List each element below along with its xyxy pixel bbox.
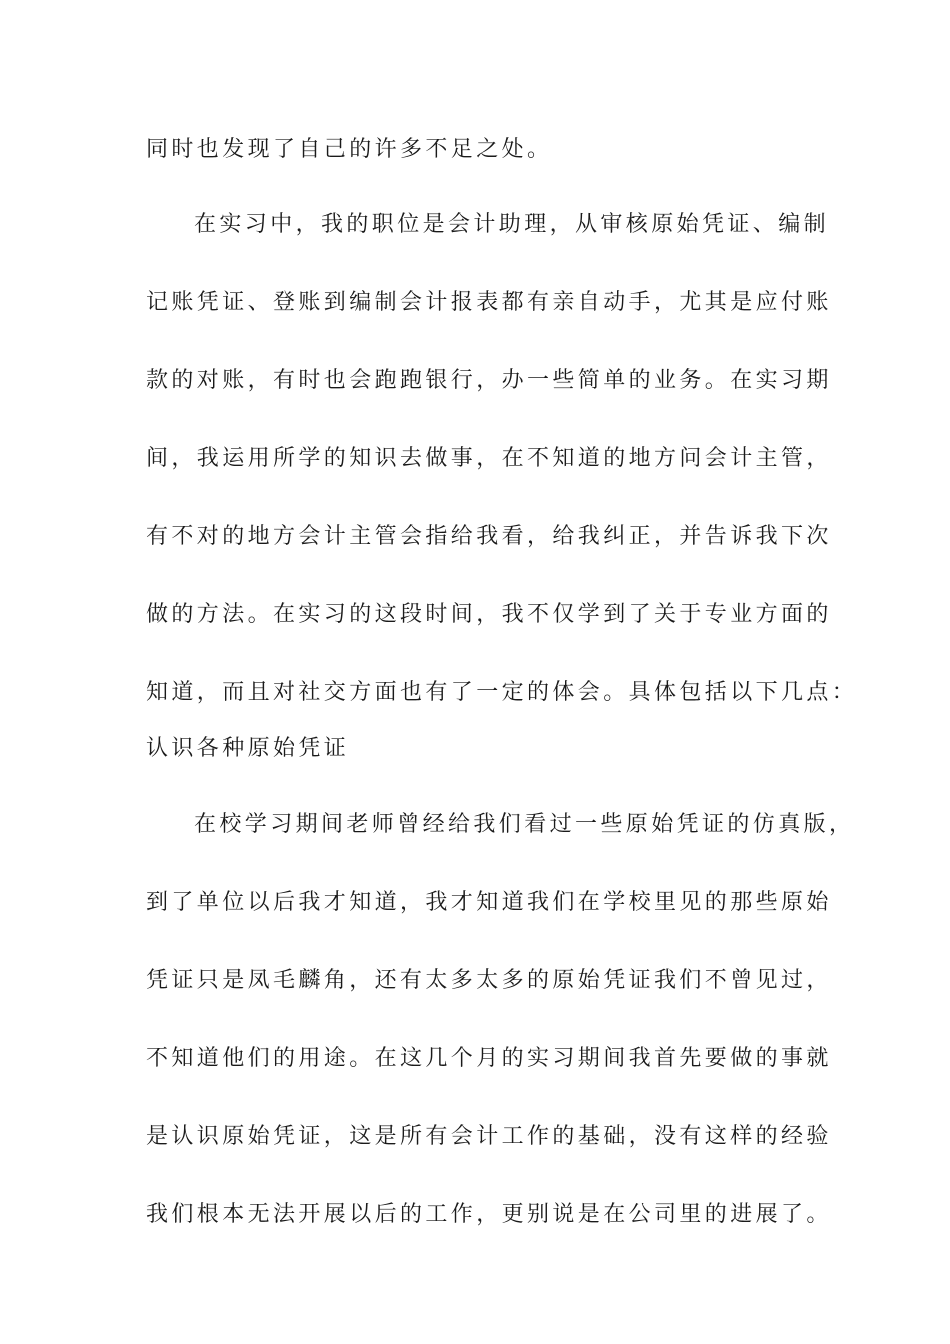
text-line: 凭证只是凤毛麟角，还有太多太多的原始凭证我们不曾见过， (146, 968, 832, 993)
text-line: 款的对账，有时也会跑跑银行，办一些简单的业务。在实习期 (146, 368, 832, 393)
paragraph-start-line: 在实习中，我的职位是会计助理，从审核原始凭证、编制 (194, 212, 830, 237)
text-line: 我们根本无法开展以后的工作，更别说是在公司里的进展了。 (146, 1202, 832, 1227)
section-heading: 认识各种原始凭证 (146, 736, 350, 761)
text-line: 不知道他们的用途。在这几个月的实习期间我首先要做的事就 (146, 1046, 832, 1071)
paragraph-start-line: 在校学习期间老师曾经给我们看过一些原始凭证的仿真版， (194, 812, 855, 837)
text-line: 有不对的地方会计主管会指给我看，给我纠正，并告诉我下次 (146, 524, 832, 549)
text-line: 间，我运用所学的知识去做事，在不知道的地方问会计主管， (146, 446, 832, 471)
text-line: 是认识原始凭证，这是所有会计工作的基础，没有这样的经验 (146, 1124, 832, 1149)
text-line: 知道，而且对社交方面也有了一定的体会。具体包括以下几点： (146, 680, 858, 705)
text-line: 同时也发现了自己的许多不足之处。 (146, 137, 553, 162)
text-line: 做的方法。在实习的这段时间，我不仅学到了关于专业方面的 (146, 602, 832, 627)
text-line: 记账凭证、登账到编制会计报表都有亲自动手，尤其是应付账 (146, 290, 832, 315)
text-line: 到了单位以后我才知道，我才知道我们在学校里见的那些原始 (146, 890, 832, 915)
